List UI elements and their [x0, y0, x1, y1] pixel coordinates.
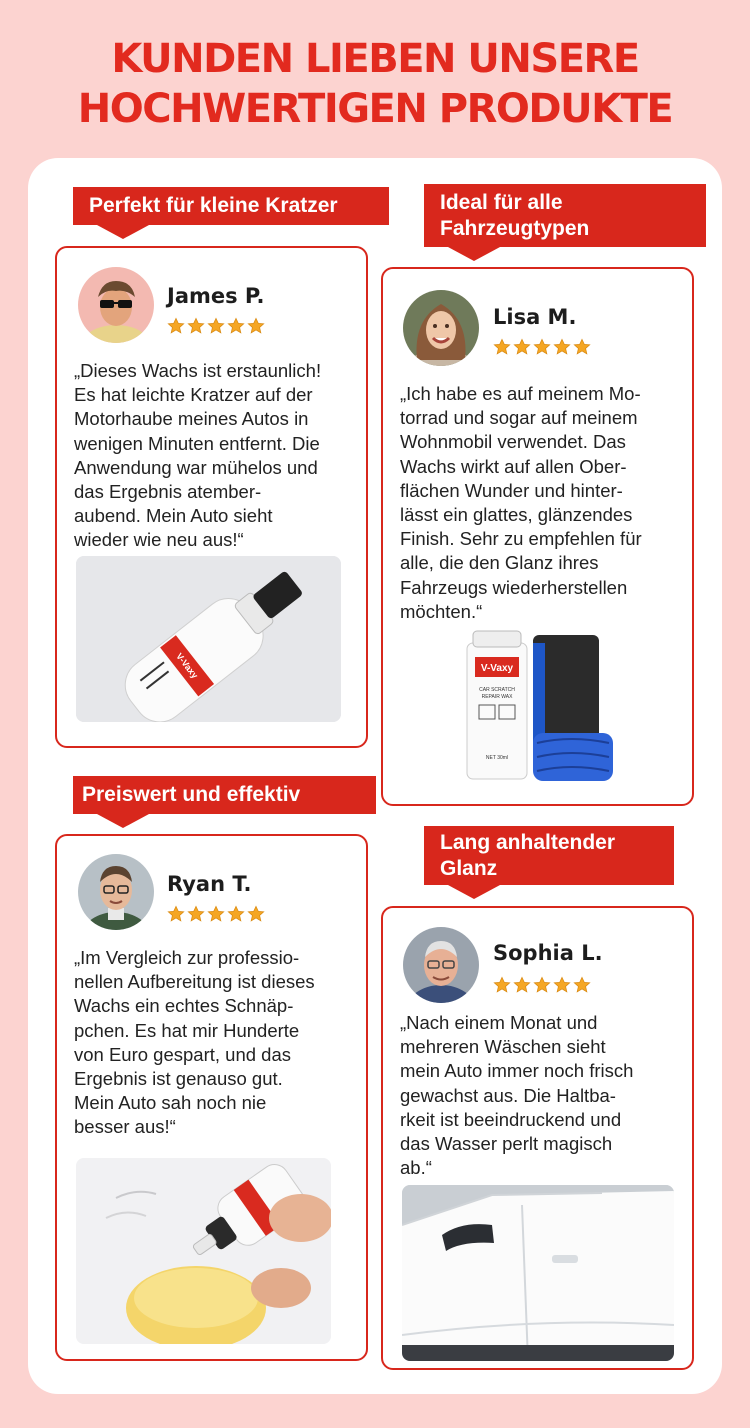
review-tag-4	[424, 826, 674, 885]
page-title-line-1: KUNDEN LIEBEN UNSERE	[111, 36, 639, 82]
avatar	[78, 854, 154, 930]
star-icon	[227, 905, 245, 923]
avatar	[403, 290, 479, 366]
star-icon	[207, 905, 225, 923]
star-icon	[493, 976, 511, 994]
review-text: „Im Vergleich zur professio- nellen Aufbereitung ist dieses Wachs ein echtes Schnäp- pchen. Es hat mir Hunderte von Euro gespart, und das Ergebnis ist genauso gut. Mein Auto sah noch nie besser aus!“	[74, 947, 315, 1138]
star-icon	[227, 317, 245, 335]
review-card-ryan	[55, 834, 368, 1361]
tag-pointer	[97, 225, 149, 239]
star-icon	[533, 976, 551, 994]
photo-brand-text: V-Vaxy	[174, 651, 200, 681]
star-icon	[533, 338, 551, 356]
reviewer-name: Lisa M.	[493, 305, 577, 329]
star-icon	[247, 905, 265, 923]
tag-pointer	[448, 885, 500, 899]
tag-pointer	[448, 247, 500, 261]
star-icon	[513, 976, 531, 994]
review-tag-label: Lang anhaltender Glanz	[440, 830, 616, 880]
photo-label-line-2: REPAIR WAX	[481, 694, 513, 700]
photo-brand-text: V-Vaxy	[480, 663, 514, 674]
product-photo	[76, 556, 341, 722]
review-card-james	[55, 246, 368, 748]
review-tag-label: Ideal für alle Fahrzeugtypen	[440, 190, 590, 240]
star-icon	[553, 338, 571, 356]
product-photo	[76, 1158, 331, 1344]
star-icon	[573, 976, 591, 994]
review-text: „Nach einem Monat und mehreren Wäschen sieht mein Auto immer noch frisch gewachst aus. Die Haltba- rkeit ist beeindruckend und das Wasser perlt magisch ab.“	[400, 1012, 634, 1179]
star-icon	[207, 317, 225, 335]
product-photo	[461, 627, 619, 787]
star-icon	[553, 976, 571, 994]
review-card-sophia	[381, 906, 694, 1370]
review-tag-label: Perfekt für kleine Kratzer	[89, 194, 338, 217]
review-text: „Dieses Wachs ist erstaunlich! Es hat leichte Kratzer auf der Motorhaube meines Autos in wenigen Minuten entfernt. Die Anwendung war mühelos und das Ergebnis atember- aubend. Mein Auto sieht wieder wie neu aus!“	[74, 360, 322, 551]
star-rating	[493, 338, 591, 356]
star-icon	[187, 905, 205, 923]
star-icon	[187, 317, 205, 335]
reviewer-name: Ryan T.	[167, 872, 252, 896]
review-tag-3	[73, 776, 376, 814]
review-tag-1	[73, 187, 389, 225]
avatar	[78, 267, 154, 343]
star-icon	[573, 338, 591, 356]
star-icon	[167, 905, 185, 923]
star-icon	[513, 338, 531, 356]
star-rating	[167, 905, 265, 923]
page-title	[0, 34, 750, 134]
review-tag-2	[424, 184, 706, 247]
star-rating	[167, 317, 265, 335]
review-tag-label: Preiswert und effektiv	[82, 783, 301, 806]
star-icon	[493, 338, 511, 356]
photo-label-line-1: CAR SCRATCH	[479, 687, 515, 693]
page-title-line-2: HOCHWERTIGEN PRODUKTE	[77, 86, 673, 132]
star-rating	[493, 976, 591, 994]
product-photo	[402, 1185, 674, 1361]
star-icon	[167, 317, 185, 335]
tag-pointer	[97, 814, 149, 828]
photo-net-text: NET 30ml	[485, 755, 509, 761]
star-icon	[247, 317, 265, 335]
reviewer-name: James P.	[167, 284, 265, 308]
reviewer-name: Sophia L.	[493, 941, 603, 965]
review-text: „Ich habe es auf meinem Mo- torrad und sogar auf meinem Wohnmobil verwendet. Das Wachs wirkt auf allen Ober- flächen Wunder und hinter- lässt ein glattes, glänzendes Finish. Sehr zu empfehlen für alle, die den Glanz ihres Fahrzeugs wiederherstellen möchten.“	[400, 383, 642, 622]
avatar	[403, 927, 479, 1003]
review-card-lisa	[381, 267, 694, 806]
